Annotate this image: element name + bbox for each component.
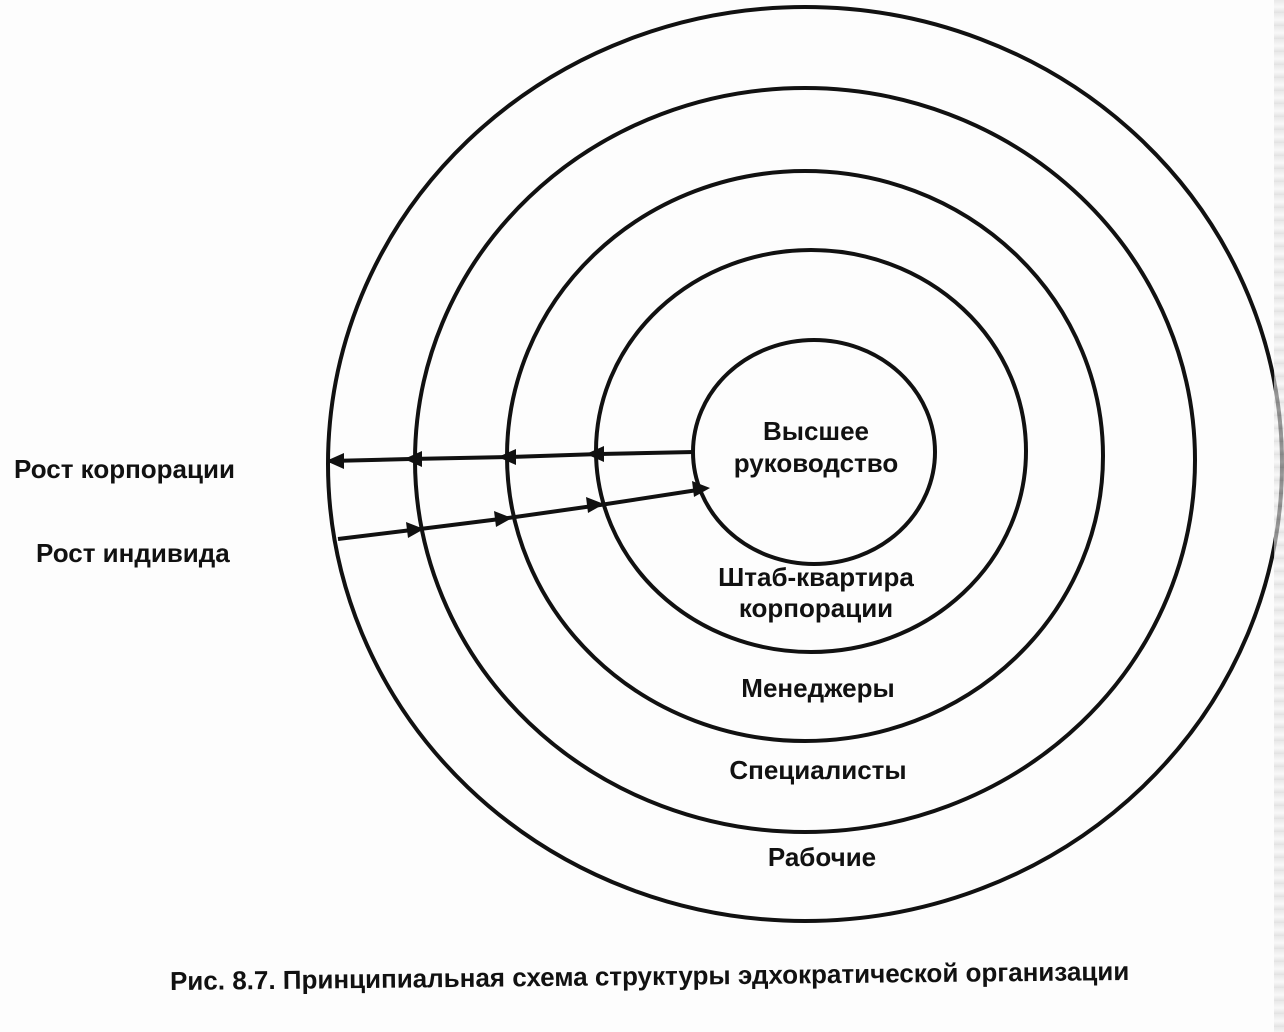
workers-label: Рабочие (767, 842, 877, 872)
individual-growth-arrow (338, 489, 704, 539)
figure-caption: Рис. 8.7. Принципиальная схема структуры эдхократической организации (169, 955, 1130, 996)
growth-corporation-label: Рост корпорации (14, 454, 235, 484)
growth-individual-label: Рост индивида (36, 538, 230, 568)
arrowhead-right-2 (494, 511, 512, 527)
headquarters-label-line2: корпорации (738, 593, 894, 623)
scan-edge-shadow (1274, 0, 1284, 1032)
arrowhead-left-3 (404, 451, 422, 467)
headquarters-label-line1: Штаб-квартира (718, 562, 914, 592)
specialists-label: Специалисты (729, 755, 907, 785)
top-management-label-line1: Высшее (762, 416, 870, 446)
top-management-label-line2: руководство (733, 448, 899, 478)
managers-label: Менеджеры (741, 673, 895, 703)
